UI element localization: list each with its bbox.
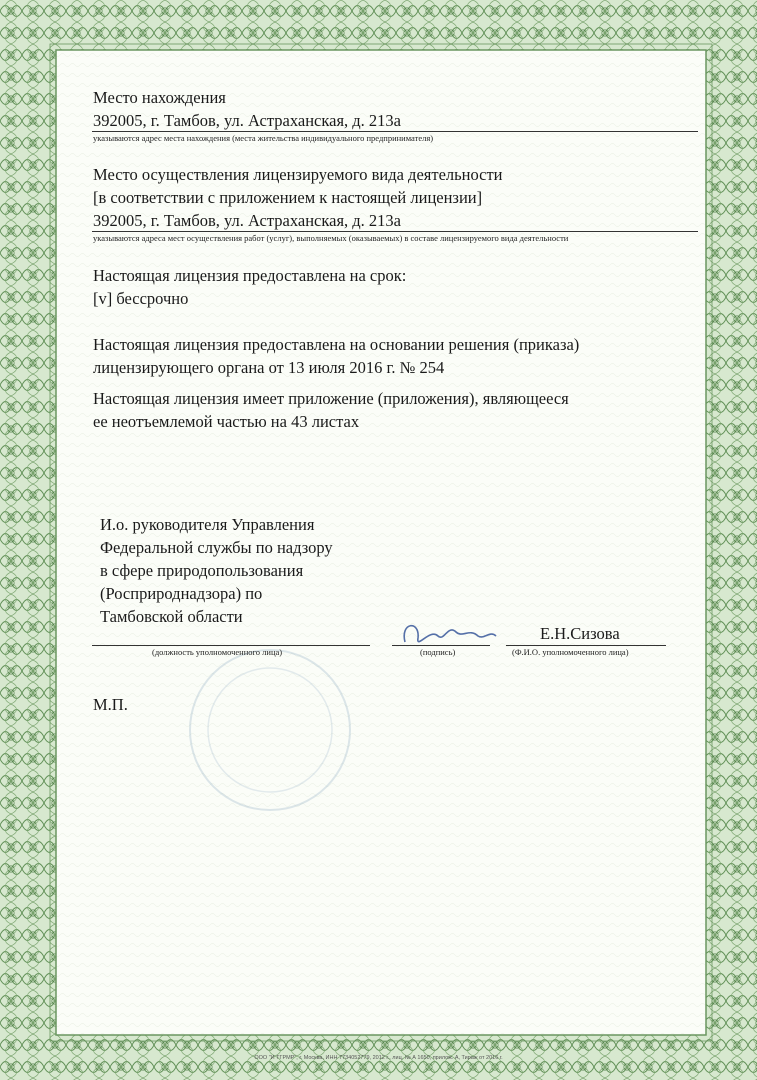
- signature-rule: [392, 645, 490, 646]
- signatory-name: Е.Н.Сизова: [540, 624, 620, 643]
- stamp-label: М.П.: [93, 695, 128, 714]
- activity-place-address: 392005, г. Тамбов, ул. Астраханская, д. 213а: [93, 211, 402, 230]
- name-caption: (Ф.И.О. уполномоченного лица): [512, 647, 629, 657]
- term-line-1: Настоящая лицензия предоставлена на срок:: [93, 266, 407, 285]
- signatory-line-1: И.о. руководителя Управления: [100, 515, 315, 534]
- position-rule: [92, 645, 370, 646]
- printer-line: ООО "И ТГРМР", г. Москва, ИНН 7734052779, 2012 г., лиц. № А 1650, прилож. А, Тираж от 2016 г.: [254, 1055, 503, 1061]
- signatory-line-5: Тамбовской области: [100, 607, 243, 626]
- divider: [92, 231, 698, 232]
- activity-place-label: Место осуществления лицензируемого вида деятельности: [93, 165, 503, 184]
- basis-line-2: лицензирующего органа от 13 июля 2016 г. № 254: [93, 358, 445, 377]
- signatory-line-2: Федеральной службы по надзору: [100, 538, 333, 557]
- activity-place-note: [в соответствии с приложением к настоящей лицензии]: [93, 188, 483, 207]
- activity-place-caption: указываются адреса мест осуществления работ (услуг), выполняемых (оказываемых) в составе лицензируемого вида деятельности: [93, 233, 569, 243]
- signatory-line-4: (Росприроднадзора) по: [100, 584, 263, 603]
- basis-line-1: Настоящая лицензия предоставлена на основании решения (приказа): [93, 335, 580, 354]
- divider: [92, 131, 698, 132]
- location-caption: указываются адрес места нахождения (места жительства индивидуального предпринимателя): [93, 133, 434, 143]
- appendix-line-2: ее неотъемлемой частью на 43 листах: [93, 412, 360, 431]
- location-label: Место нахождения: [93, 88, 226, 107]
- name-rule: [506, 645, 666, 646]
- appendix-line-1: Настоящая лицензия имеет приложение (приложения), являющееся: [93, 389, 569, 408]
- signatory-line-3: в сфере природопользования: [100, 561, 304, 580]
- position-caption: (должность уполномоченного лица): [152, 647, 283, 657]
- term-line-2: [v] бессрочно: [93, 289, 189, 308]
- signature-caption: (подпись): [420, 647, 456, 657]
- location-address: 392005, г. Тамбов, ул. Астраханская, д. 213а: [93, 111, 402, 130]
